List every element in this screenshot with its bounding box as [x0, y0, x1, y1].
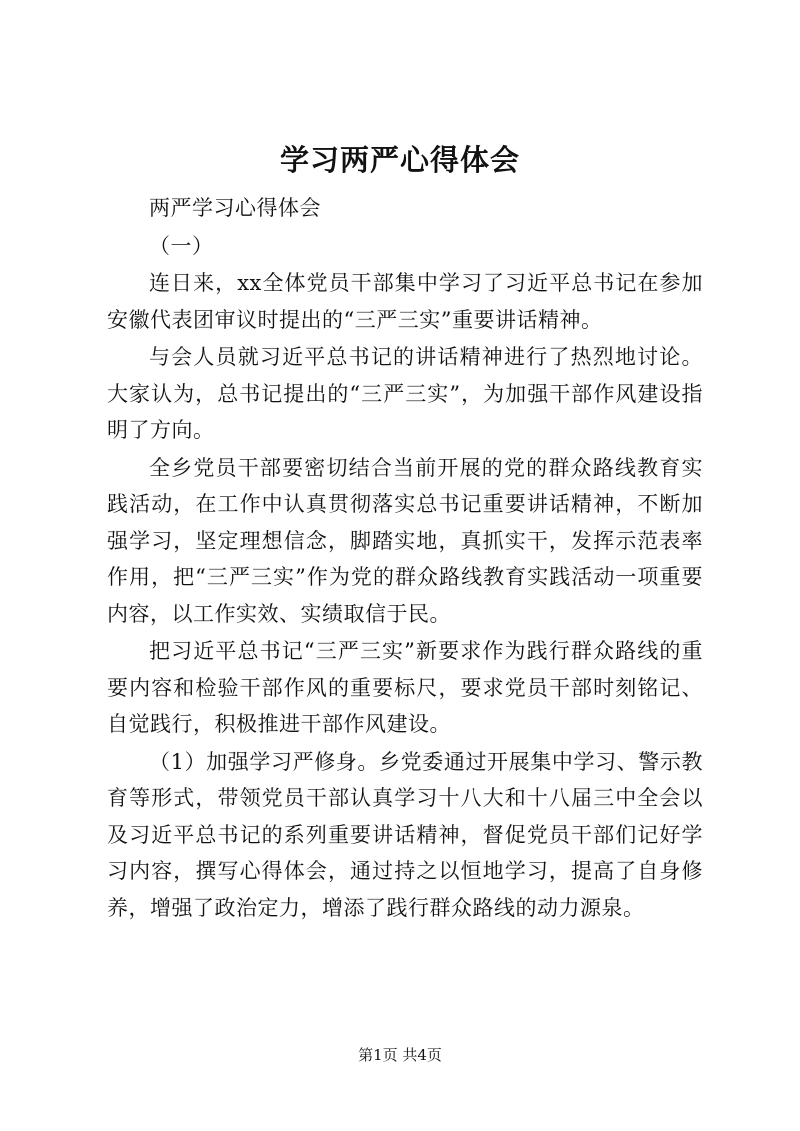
paragraph: 与会人员就习近平总书记的讲话精神进行了热烈地讨论。大家认为，总书记提出的“三严三实”，为加强干部作风建设指明了方向。	[107, 345, 703, 442]
document-body	[107, 190, 703, 927]
paragraph: 把习近平总书记“三严三实”新要求作为践行群众路线的重要内容和检验干部作风的重要标尺，要求党员干部时刻铭记、自觉践行，积极推进干部作风建设。	[107, 639, 703, 736]
paragraph: 全乡党员干部要密切结合当前开展的党的群众路线教育实践活动，在工作中认真贯彻落实总书记重要讲话精神，不断加强学习，坚定理想信念，脚踏实地，真抓实干，发挥示范表率作用，把“三严三实”作为党的群众路线教育实践活动一项重要内容，以工作实效、实绩取信于民。	[107, 455, 703, 626]
section-marker: （一）	[149, 233, 214, 258]
paragraph: （1）加强学习严修身。乡党委通过开展集中学习、警示教育等形式，带领党员干部认真学习十八大和十八届三中全会以及习近平总书记的系列重要讲话精神，督促党员干部们记好学习内容，撰写心得体会，通过持之以恒地学习，提高了自身修养，增强了政治定力，增添了践行群众路线的动力源泉。	[107, 749, 703, 920]
paragraph: 连日来，xx全体党员干部集中学习了习近平总书记在参加安徽代表团审议时提出的“三严三实”重要讲话精神。	[107, 271, 703, 332]
document-title: 学习两严心得体会	[279, 143, 520, 177]
document-subtitle: 两严学习心得体会	[149, 196, 321, 220]
page-number-footer: 第1页 共4页	[358, 1046, 442, 1064]
